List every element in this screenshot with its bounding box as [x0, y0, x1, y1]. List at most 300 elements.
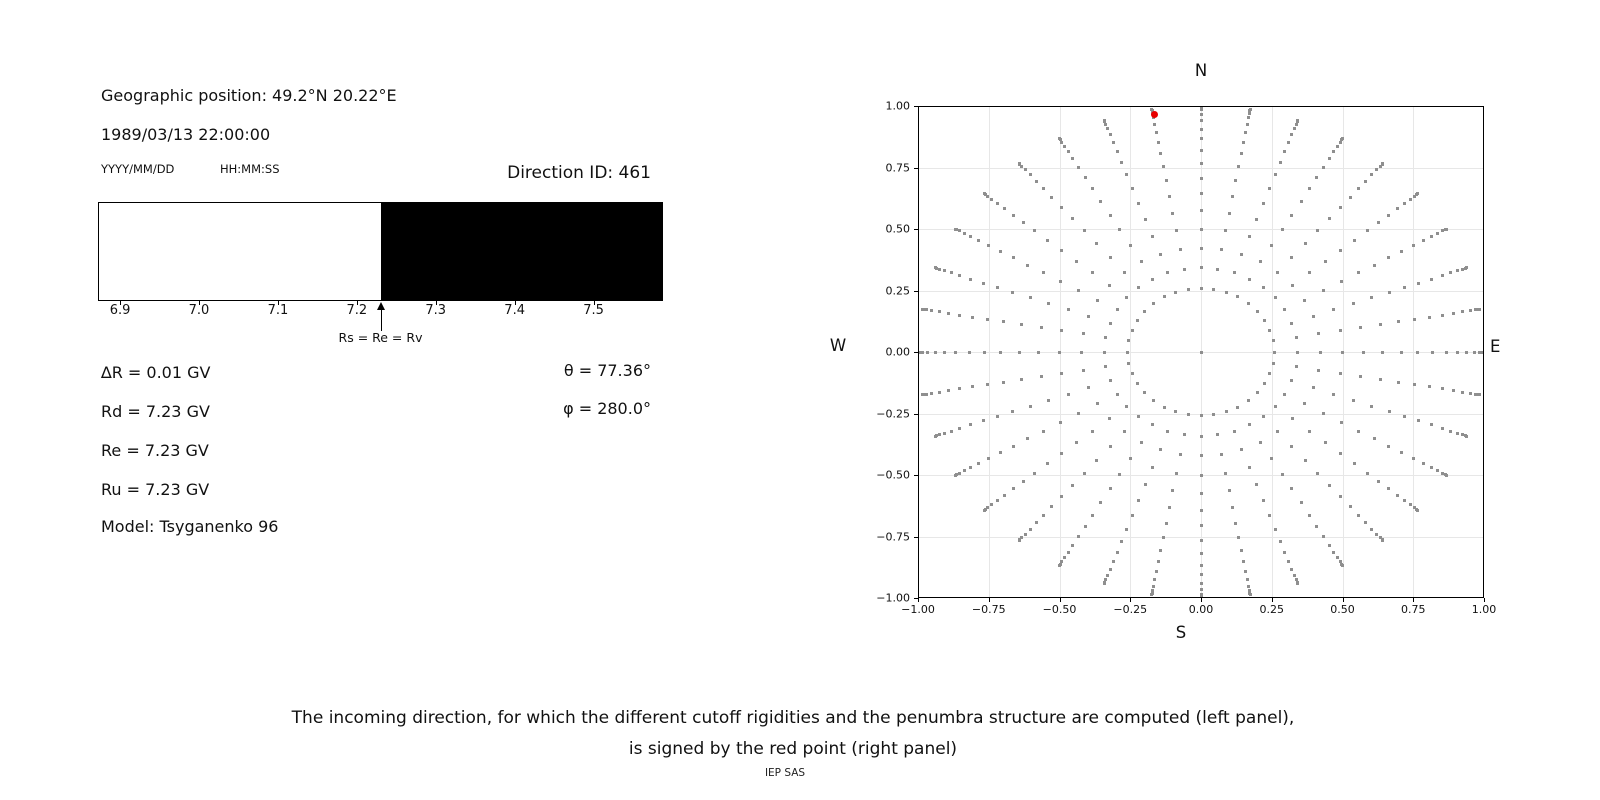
- direction-dot: [996, 286, 999, 289]
- direction-dot: [1174, 410, 1177, 413]
- direction-dot: [1231, 506, 1234, 509]
- direction-dot: [1131, 372, 1134, 375]
- x-tick-label: −0.75: [971, 603, 1006, 616]
- y-tick-label: −0.25: [876, 407, 910, 420]
- direction-dot: [1422, 462, 1425, 465]
- direction-dot: [1259, 441, 1262, 444]
- direction-dot: [1279, 540, 1282, 543]
- direction-dot: [1112, 560, 1115, 563]
- direction-dot: [1483, 351, 1485, 354]
- direction-dot: [1162, 536, 1165, 539]
- direction-dot: [1080, 351, 1083, 354]
- direction-dot: [1200, 177, 1203, 180]
- direction-dot: [1183, 433, 1186, 436]
- direction-dot: [1059, 280, 1062, 283]
- direction-dot: [1324, 441, 1327, 444]
- direction-dot: [1024, 533, 1027, 536]
- direction-dot: [1375, 168, 1378, 171]
- direction-dot: [1024, 168, 1027, 171]
- direction-dot: [1095, 459, 1098, 462]
- direction-dot: [1187, 288, 1190, 291]
- direction-dot: [1332, 150, 1335, 153]
- direction-dot: [938, 391, 941, 394]
- bar-tick-label: 7.5: [583, 303, 604, 318]
- penumbra-allowed-region: [99, 203, 381, 300]
- direction-dot: [1216, 433, 1219, 436]
- direction-dot: [926, 351, 929, 354]
- direction-dot: [963, 469, 966, 472]
- direction-dot: [1270, 244, 1273, 247]
- direction-dot: [1058, 351, 1061, 354]
- direction-dot: [1096, 299, 1099, 302]
- direction-dot: [1140, 441, 1143, 444]
- direction-dot: [1224, 229, 1227, 232]
- direction-dot: [1200, 492, 1203, 495]
- direction-dot: [1225, 291, 1228, 294]
- direction-dot: [1276, 430, 1279, 433]
- direction-dot: [1067, 551, 1070, 554]
- y-tick-mark: [914, 537, 918, 538]
- direction-dot: [934, 266, 937, 269]
- direction-dot: [1091, 271, 1094, 274]
- caption-line-2: is signed by the red point (right panel): [628, 739, 958, 759]
- direction-dot: [971, 316, 974, 319]
- direction-dot: [1075, 260, 1078, 263]
- direction-dot: [1283, 551, 1286, 554]
- direction-dot: [1417, 282, 1420, 285]
- direction-dot: [1123, 271, 1126, 274]
- direction-dot: [1018, 351, 1021, 354]
- direction-id-label: Direction ID: 461: [507, 163, 651, 183]
- direction-dot: [1033, 472, 1036, 475]
- direction-dot: [1200, 414, 1203, 417]
- direction-dot: [1359, 326, 1362, 329]
- direction-dot: [1151, 423, 1154, 426]
- direction-dot: [1469, 309, 1472, 312]
- direction-dot: [1328, 157, 1331, 160]
- direction-dot: [1131, 329, 1134, 332]
- x-tick-mark: [989, 598, 990, 602]
- direction-dot: [1316, 472, 1319, 475]
- direction-dot: [1328, 484, 1331, 487]
- direction-dot: [1293, 127, 1296, 130]
- x-tick-mark: [1413, 598, 1414, 602]
- direction-dot: [1143, 391, 1146, 394]
- direction-dot: [1153, 123, 1156, 126]
- direction-dot: [1296, 582, 1299, 585]
- direction-dot: [1099, 501, 1102, 504]
- direction-dot: [990, 198, 993, 201]
- direction-dot: [1236, 295, 1239, 298]
- direction-dot: [1083, 229, 1086, 232]
- direction-dot: [1168, 195, 1171, 198]
- direction-dot: [1037, 351, 1040, 354]
- direction-dot: [1155, 570, 1158, 573]
- y-tick-mark: [914, 475, 918, 476]
- direction-dot: [1109, 379, 1112, 382]
- y-tick-label: 0.75: [885, 161, 910, 174]
- direction-dot: [1187, 413, 1190, 416]
- direction-dot: [1109, 487, 1112, 490]
- direction-dot: [1165, 522, 1168, 525]
- direction-dot: [1268, 372, 1271, 375]
- direction-dot: [1240, 152, 1243, 155]
- direction-dot: [1103, 119, 1106, 122]
- direction-dot: [1109, 214, 1112, 217]
- direction-dot: [1125, 173, 1128, 176]
- direction-dot: [1452, 389, 1455, 392]
- compass-north-label: N: [1194, 61, 1208, 80]
- direction-dot: [1290, 256, 1293, 259]
- direction-dot: [1303, 299, 1306, 302]
- direction-dot: [1412, 457, 1415, 460]
- direction-dot: [1123, 430, 1126, 433]
- direction-dot: [1082, 369, 1085, 372]
- red-point: [1151, 111, 1158, 118]
- direction-dot: [1077, 535, 1080, 538]
- direction-dot: [1200, 162, 1203, 165]
- direction-dot: [1012, 214, 1015, 217]
- direction-dot: [1263, 382, 1266, 385]
- direction-dot: [1256, 391, 1259, 394]
- direction-dot: [1084, 525, 1087, 528]
- direction-dot: [1400, 351, 1403, 354]
- direction-dot: [971, 385, 974, 388]
- direction-dot: [1291, 417, 1294, 420]
- direction-dot: [1352, 399, 1355, 402]
- direction-dot: [1430, 466, 1433, 469]
- direction-dot: [1200, 454, 1203, 457]
- direction-dot: [1175, 472, 1178, 475]
- direction-dot: [1137, 202, 1140, 205]
- direction-dot: [958, 229, 961, 232]
- direction-dot: [1127, 339, 1130, 342]
- direction-dot: [1364, 521, 1367, 524]
- direction-dot: [1295, 336, 1298, 339]
- direction-dot: [1436, 469, 1439, 472]
- direction-dot: [1312, 386, 1315, 389]
- direction-dot: [1018, 539, 1021, 542]
- y-tick-label: 1.00: [885, 99, 910, 113]
- direction-dot: [982, 419, 985, 422]
- direction-plot-frame: [918, 106, 1484, 598]
- direction-dot: [1397, 381, 1400, 384]
- direction-dot: [1242, 560, 1245, 563]
- direction-dot: [1116, 393, 1119, 396]
- direction-dot: [1157, 141, 1160, 144]
- direction-dot: [1353, 239, 1356, 242]
- direction-dot: [1166, 430, 1169, 433]
- direction-dot: [1029, 296, 1032, 299]
- direction-dot: [1002, 320, 1005, 323]
- bar-tick-label: 7.1: [267, 303, 289, 318]
- direction-dot: [1295, 123, 1298, 126]
- direction-dot: [1200, 474, 1203, 477]
- direction-dot: [1247, 399, 1250, 402]
- direction-dot: [1339, 249, 1342, 252]
- direction-dot: [1290, 568, 1293, 571]
- direction-dot: [983, 351, 986, 354]
- direction-dot: [1108, 284, 1111, 287]
- penumbra-bar: [98, 202, 663, 301]
- direction-dot: [1397, 320, 1400, 323]
- direction-dot: [1303, 402, 1306, 405]
- direction-dot: [1200, 228, 1203, 231]
- direction-dot: [1200, 509, 1203, 512]
- direction-dot: [1174, 291, 1177, 294]
- direction-dot: [1228, 489, 1231, 492]
- direction-dot: [1270, 457, 1273, 460]
- direction-dot: [1060, 495, 1063, 498]
- direction-dot: [1179, 248, 1182, 251]
- direction-dot: [1060, 372, 1063, 375]
- direction-dot: [1248, 278, 1251, 281]
- direction-dot: [1029, 405, 1032, 408]
- direction-dot: [1381, 539, 1384, 542]
- direction-dot: [1317, 332, 1320, 335]
- direction-dot: [1441, 274, 1444, 277]
- direction-dot: [1200, 108, 1203, 111]
- direction-dot: [921, 308, 924, 311]
- direction-dot: [1290, 322, 1293, 325]
- x-tick-label: 1.00: [1471, 603, 1497, 616]
- direction-dot: [1268, 514, 1271, 517]
- direction-dot: [1136, 382, 1139, 385]
- direction-dot: [1096, 402, 1099, 405]
- direction-dot: [1200, 119, 1203, 122]
- gridline: [919, 291, 1483, 292]
- direction-dot: [1349, 505, 1352, 508]
- y-tick-label: −0.50: [876, 468, 910, 482]
- direction-dot: [1322, 412, 1325, 415]
- direction-dot: [1035, 180, 1038, 183]
- x-tick-mark: [1130, 598, 1131, 602]
- direction-dot: [1259, 260, 1262, 263]
- direction-dot: [1077, 166, 1080, 169]
- direction-dot: [1287, 141, 1290, 144]
- y-tick-mark: [914, 106, 918, 107]
- direction-dot: [1370, 173, 1373, 176]
- direction-dot: [1300, 200, 1303, 203]
- y-tick-label: 0.50: [885, 222, 910, 236]
- direction-dot: [1349, 196, 1352, 199]
- direction-dot: [938, 310, 941, 313]
- direction-dot: [1103, 582, 1106, 585]
- x-tick-mark: [918, 598, 919, 602]
- direction-dot: [1109, 445, 1112, 448]
- direction-dot: [1116, 551, 1119, 554]
- direction-dot: [943, 432, 946, 435]
- direction-dot: [1248, 466, 1251, 469]
- direction-dot: [1234, 179, 1237, 182]
- theta-value: θ = 77.36°: [563, 361, 651, 380]
- direction-dot: [1417, 419, 1420, 422]
- direction-dot: [1296, 119, 1299, 122]
- direction-dot: [1308, 430, 1311, 433]
- direction-dot: [986, 383, 989, 386]
- direction-dot: [996, 415, 999, 418]
- direction-dot: [954, 228, 957, 231]
- direction-dot: [1152, 302, 1155, 305]
- direction-dot: [1200, 192, 1203, 195]
- direction-dot: [1112, 141, 1115, 144]
- direction-dot: [1246, 123, 1249, 126]
- direction-dot: [1060, 249, 1063, 252]
- direction-dot: [1465, 266, 1468, 269]
- direction-dot: [1029, 528, 1032, 531]
- direction-dot: [1071, 544, 1074, 547]
- y-tick-label: 0.00: [885, 345, 910, 359]
- x-tick-label: 0.25: [1259, 603, 1284, 616]
- y-tick-label: −1.00: [876, 591, 910, 605]
- direction-dot: [958, 472, 961, 475]
- datetime-label: 1989/03/13 22:00:00: [101, 125, 271, 144]
- direction-dot: [1441, 427, 1444, 430]
- y-tick-mark: [914, 229, 918, 230]
- direction-dot: [1296, 351, 1299, 354]
- direction-dot: [1387, 445, 1390, 448]
- direction-dot: [1137, 499, 1140, 502]
- direction-dot: [1373, 264, 1376, 267]
- direction-dot: [1200, 435, 1203, 438]
- direction-dot: [1322, 166, 1325, 169]
- direction-dot: [982, 282, 985, 285]
- direction-dot: [943, 351, 946, 354]
- direction-dot: [1104, 365, 1107, 368]
- direction-dot: [1126, 351, 1129, 354]
- direction-dot: [1279, 161, 1282, 164]
- direction-dot: [1452, 312, 1455, 315]
- direction-dot: [983, 509, 986, 512]
- direction-dot: [1159, 253, 1162, 256]
- direction-dot: [1022, 480, 1025, 483]
- direction-dot: [1370, 405, 1373, 408]
- direction-dot: [1263, 319, 1266, 322]
- direction-dot: [1312, 315, 1315, 318]
- direction-dot: [1400, 451, 1403, 454]
- direction-dot: [1430, 235, 1433, 238]
- direction-dot: [1127, 362, 1130, 365]
- direction-dot: [1388, 410, 1391, 413]
- direction-dot: [1413, 318, 1416, 321]
- direction-dot: [1071, 217, 1074, 220]
- direction-dot: [1445, 228, 1448, 231]
- direction-dot: [1071, 157, 1074, 160]
- direction-dot: [958, 387, 961, 390]
- direction-dot: [1060, 329, 1063, 332]
- direction-dot: [1125, 528, 1128, 531]
- direction-dot: [1244, 131, 1247, 134]
- direction-dot: [1339, 495, 1342, 498]
- direction-dot: [1281, 228, 1284, 231]
- direction-dot: [1047, 399, 1050, 402]
- direction-dot: [1461, 310, 1464, 313]
- direction-dot: [1247, 302, 1250, 305]
- direction-dot: [1033, 229, 1036, 232]
- direction-dot: [1381, 162, 1384, 165]
- direction-dot: [969, 423, 972, 426]
- direction-dot: [1103, 351, 1106, 354]
- gridline: [919, 168, 1483, 169]
- direction-dot: [1183, 268, 1186, 271]
- direction-dot: [925, 308, 928, 311]
- direction-dot: [1478, 393, 1481, 396]
- direction-dot: [1200, 149, 1203, 152]
- direction-dot: [1276, 271, 1279, 274]
- direction-dot: [1200, 266, 1203, 269]
- direction-dot: [1058, 564, 1061, 567]
- direction-dot: [1353, 462, 1356, 465]
- phi-value: φ = 280.0°: [563, 399, 651, 418]
- direction-dot: [1290, 379, 1293, 382]
- direction-dot: [1246, 578, 1249, 581]
- direction-dot: [1324, 260, 1327, 263]
- y-tick-mark: [914, 352, 918, 353]
- direction-dot: [1449, 271, 1452, 274]
- direction-dot: [1416, 192, 1419, 195]
- direction-dot: [969, 466, 972, 469]
- x-tick-label: −1.00: [901, 603, 935, 616]
- y-tick-label: 0.25: [885, 284, 910, 297]
- direction-dot: [1315, 525, 1318, 528]
- ru-value: Ru = 7.23 GV: [101, 480, 210, 499]
- y-tick-label: −0.75: [876, 530, 910, 543]
- direction-dot: [1151, 278, 1154, 281]
- direction-dot: [1106, 127, 1109, 130]
- direction-dot: [1029, 173, 1032, 176]
- direction-dot: [1366, 472, 1369, 475]
- compass-south-label: S: [1175, 623, 1187, 642]
- direction-dot: [1456, 432, 1459, 435]
- direction-dot: [1233, 430, 1236, 433]
- direction-dot: [938, 433, 941, 436]
- direction-dot: [1357, 514, 1360, 517]
- date-format-label: YYYY/MM/DD: [101, 162, 175, 176]
- direction-dot: [1381, 351, 1384, 354]
- x-tick-label: 0.00: [1188, 603, 1214, 616]
- direction-dot: [1317, 369, 1320, 372]
- caption-line-1: The incoming direction, for which the different cutoff rigidities and the penumbra structure are computed (left panel),: [291, 708, 1295, 728]
- x-tick-mark: [1272, 598, 1273, 602]
- direction-dot: [1058, 137, 1061, 140]
- direction-dot: [1300, 501, 1303, 504]
- direction-dot: [1091, 514, 1094, 517]
- direction-dot: [1200, 573, 1203, 576]
- direction-dot: [1336, 556, 1339, 559]
- direction-dot: [1159, 549, 1162, 552]
- direction-dot: [1200, 209, 1203, 212]
- direction-dot: [1166, 271, 1169, 274]
- direction-dot: [1151, 466, 1154, 469]
- x-tick-mark: [1343, 598, 1344, 602]
- direction-dot: [1063, 145, 1066, 148]
- direction-dot: [1040, 326, 1043, 329]
- direction-dot: [1473, 351, 1476, 354]
- direction-dot: [1341, 564, 1344, 567]
- direction-dot: [1083, 472, 1086, 475]
- direction-dot: [1308, 271, 1311, 274]
- direction-dot: [1018, 162, 1021, 165]
- direction-dot: [921, 393, 924, 396]
- direction-dot: [950, 271, 953, 274]
- direction-dot: [1067, 150, 1070, 153]
- direction-dot: [1060, 452, 1063, 455]
- direction-dot: [1242, 141, 1245, 144]
- direction-dot: [1274, 296, 1277, 299]
- direction-dot: [1003, 494, 1006, 497]
- direction-dot: [1290, 133, 1293, 136]
- direction-dot: [1249, 593, 1252, 596]
